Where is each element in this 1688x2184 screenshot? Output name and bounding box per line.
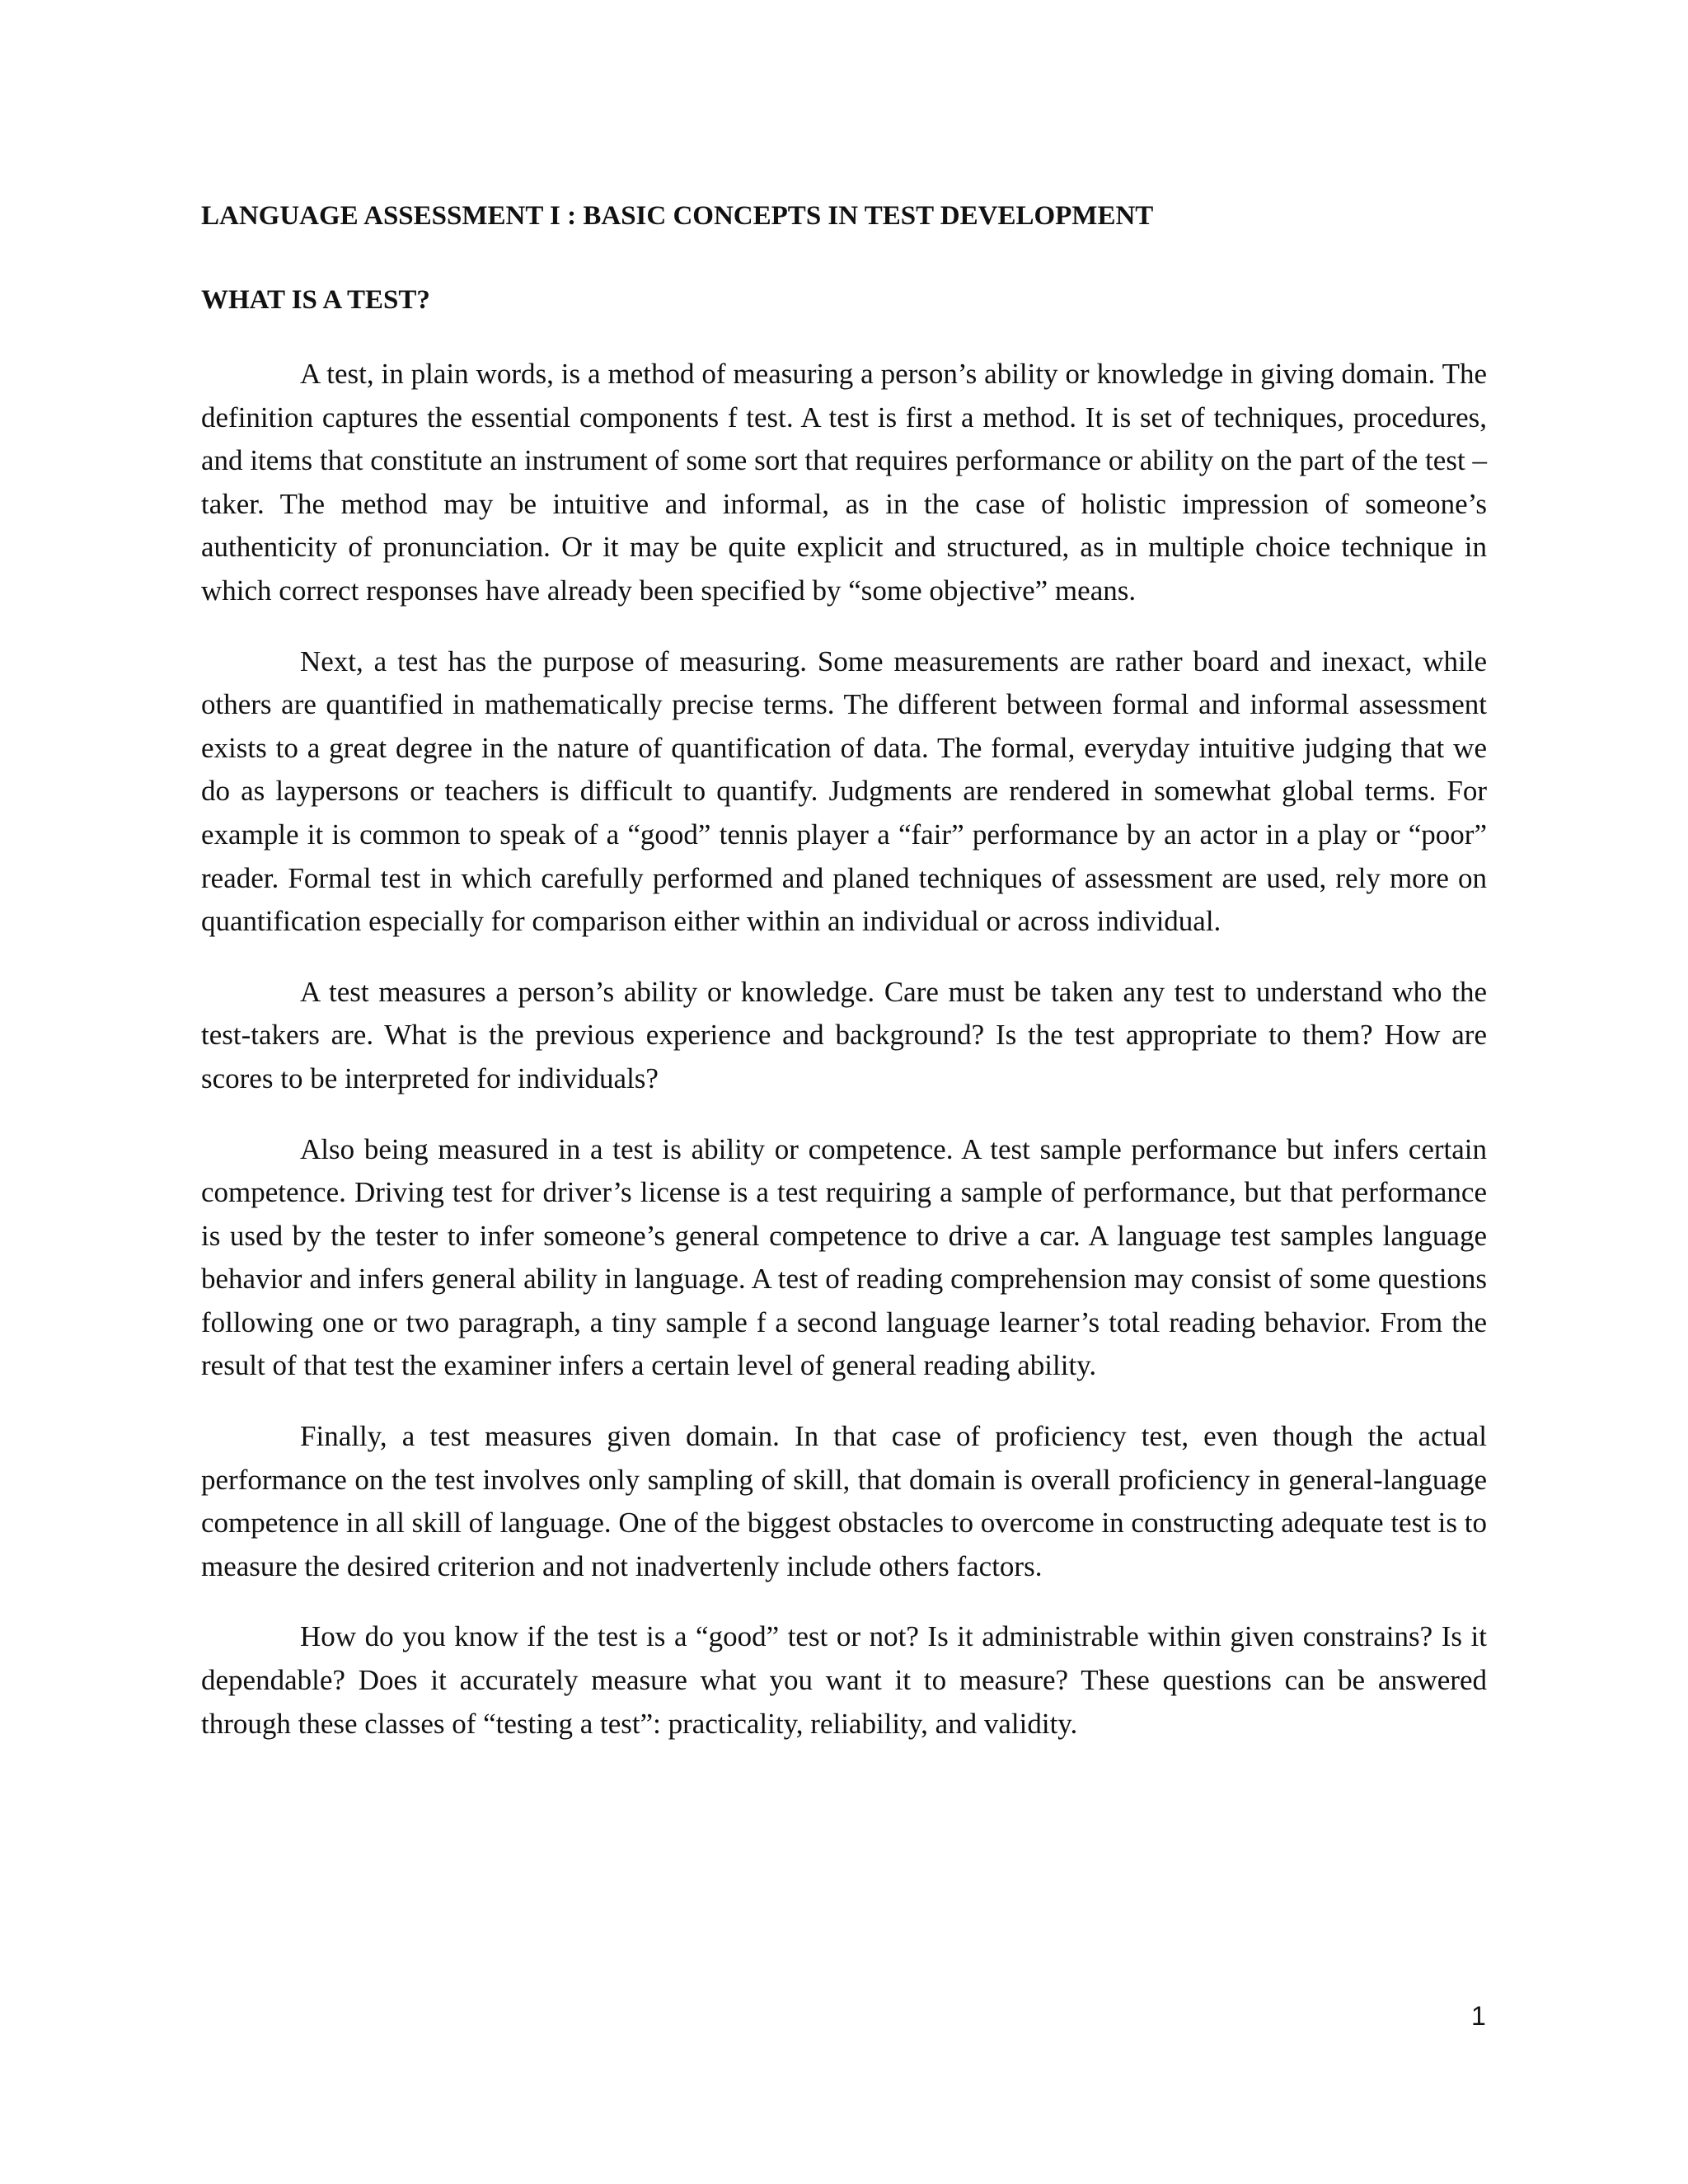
section-heading: WHAT IS A TEST?	[201, 285, 430, 315]
paragraph-definition: A test, in plain words, is a method of measuring a person’s ability or knowledge in giving domain. The definition captures the essential components f test. A test is first a method. It is set of techniques, procedures, and items that constitute an instrument of some sort that requires performance or ability on the part of the test –taker. The method may be intuitive and informal, as in the case of holistic impression of someone’s authenticity of pronunciation. Or it may be quite explicit and structured, as in multiple choice technique in which correct responses have already been specified by “some objective” means.	[201, 358, 1487, 607]
paragraph-ability-knowledge: A test measures a person’s ability or knowledge. Care must be taken any test to understand who the test-takers are. What is the previous experience and background? Is the test appropriate to them? How are scores to be interpreted for individuals?	[201, 975, 1487, 1094]
paragraph-good-test: How do you know if the test is a “good” test or not? Is it administrable within given constrains? Is it dependable? Does it accurately measure what you want it to measure? These questions can be answered through these classes of “testing a test”: practicality, reliability, and validity.	[201, 1620, 1487, 1740]
document-title: LANGUAGE ASSESSMENT I : BASIC CONCEPTS IN TEST DEVELOPMENT	[201, 201, 1154, 231]
page-number: 1	[1471, 2001, 1486, 2031]
paragraph-measuring: Next, a test has the purpose of measuring. Some measurements are rather board and inexact, while others are quantified in mathematically precise terms. The different between formal and informal assessment exists to a great degree in the nature of quantification of data. The formal, everyday intuitive judging that we do as laypersons or teachers is difficult to quantify. Judgments are rendered in somewhat global terms. For example it is common to speak of a “good” tennis player a “fair” performance by an actor in a play or “poor” reader. Formal test in which carefully performed and planed techniques of assessment are used, rely more on quantification especially for comparison either within an individual or across individual.	[201, 644, 1487, 938]
paragraph-domain: Finally, a test measures given domain. In that case of proficiency test, even though the actual performance on the test involves only sampling of skill, that domain is overall proficiency in general-language competence in all skill of language. One of the biggest obstacles to overcome in constructing adequate test is to measure the desired criterion and not inadvertenly include others factors.	[201, 1420, 1487, 1582]
page-content	[201, 194, 1487, 1773]
paragraph-competence: Also being measured in a test is ability or competence. A test sample performance but infers certain competence. Driving test for driver’s license is a test requiring a sample of performance, but that performance is used by the tester to infer someone’s general competence to drive a car. A language test samples language behavior and infers general ability in language. A test of reading comprehension may consist of some questions following one or two paragraph, a tiny sample f a second language learner’s total reading behavior. From the result of that test the examiner infers a certain level of general reading ability.	[201, 1132, 1487, 1382]
